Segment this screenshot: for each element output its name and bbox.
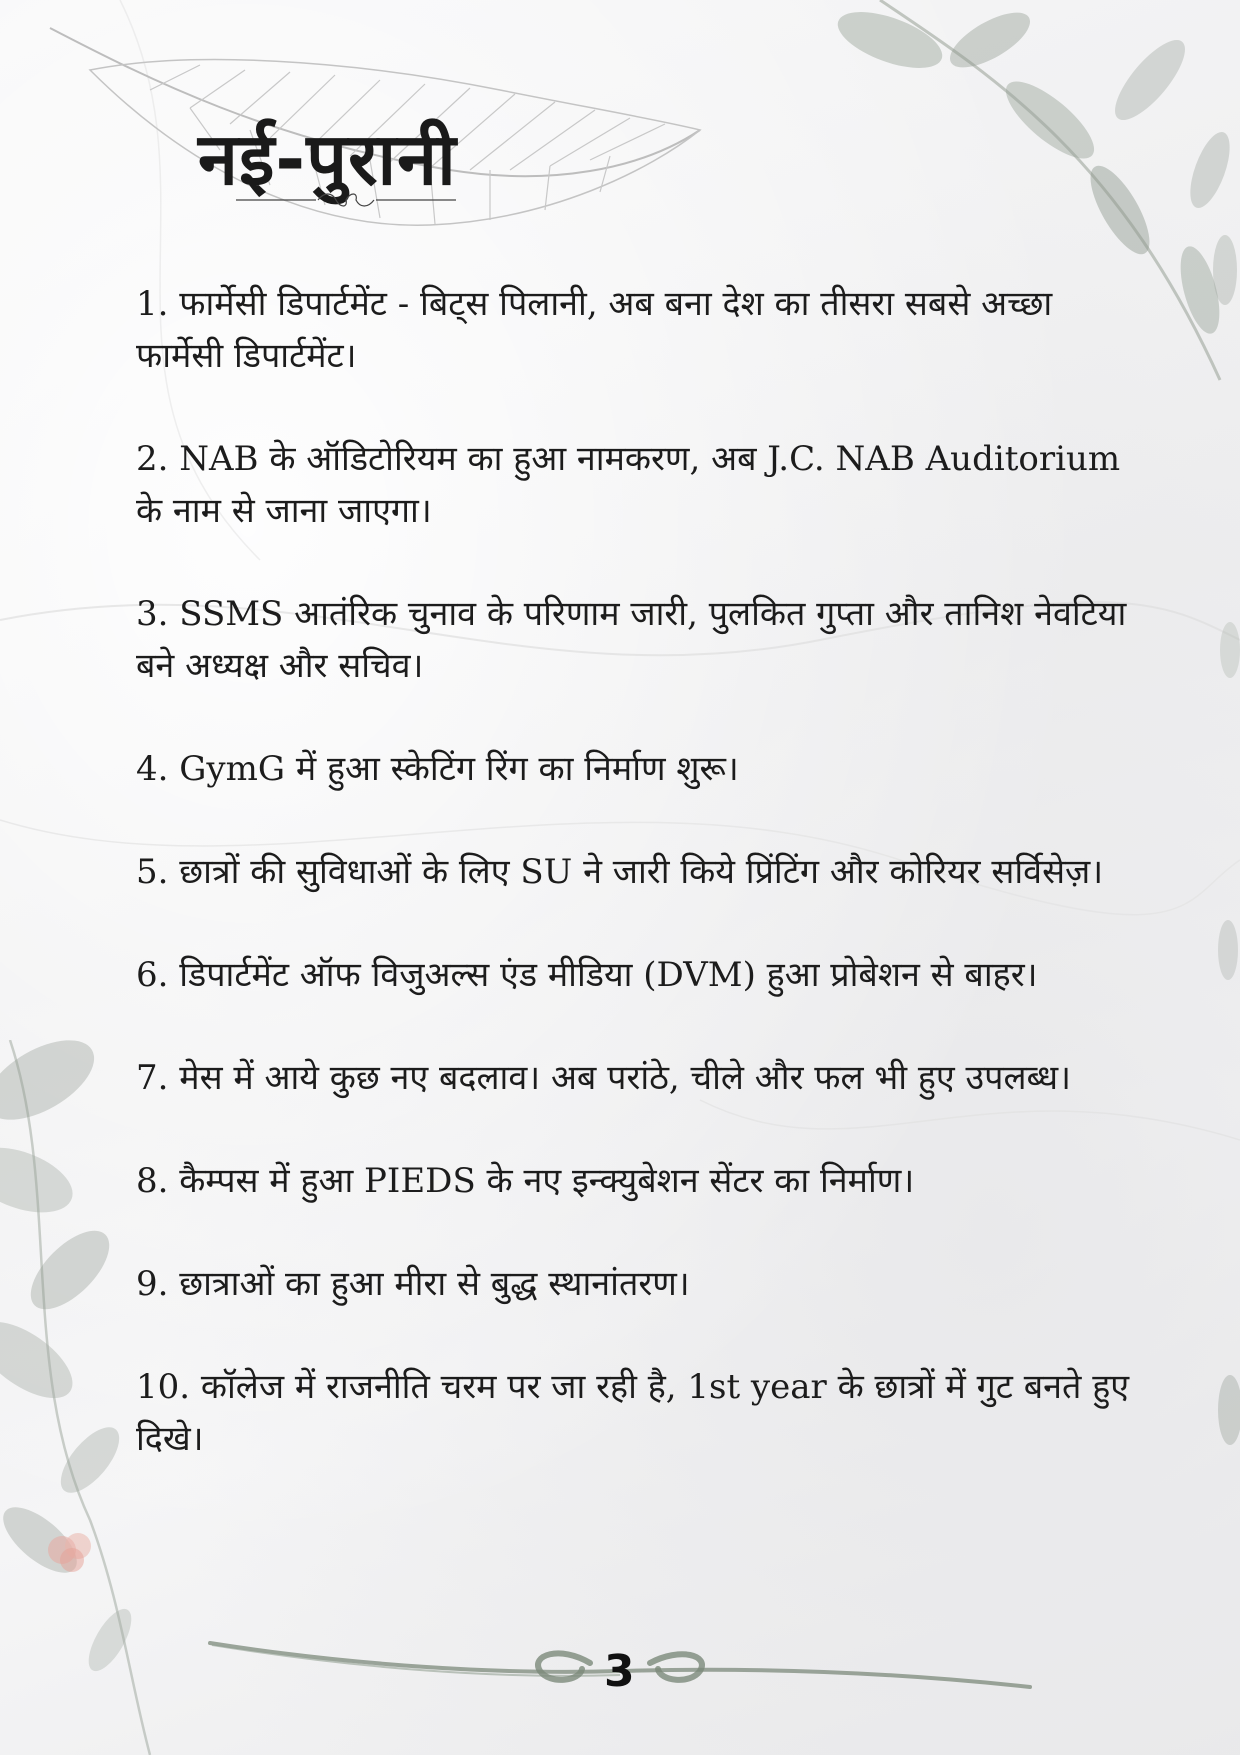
- list-item: 7. मेस में आये कुछ नए बदलाव। अब परांठे, चीले और फल भी हुए उपलब्ध।: [136, 1058, 1072, 1098]
- swirl-divider-icon: [236, 190, 456, 210]
- list-item: 10. कॉलेज में राजनीति चरम पर जा रही है, 1st year के छात्रों में गुट बनते हुए दिखे।: [136, 1367, 1130, 1459]
- flower-icon: [40, 1520, 100, 1580]
- news-list: [136, 278, 1146, 1516]
- page-number: 3: [604, 1646, 635, 1697]
- list-item: 6. डिपार्टमेंट ऑफ विजुअल्स एंड मीडिया (DVM) हुआ प्रोबेशन से बाहर।: [136, 955, 1038, 995]
- list-item: 8. कैम्पस में हुआ PIEDS के नए इन्क्युबेशन सेंटर का निर्माण।: [136, 1161, 915, 1201]
- list-item: 2. NAB के ऑडिटोरियम का हुआ नामकरण, अब J.C. NAB Auditorium के नाम से जाना जाएगा।: [136, 439, 1121, 531]
- list-item: 1. फार्मेसी डिपार्टमेंट - बिट्स पिलानी, अब बना देश का तीसरा सबसे अच्छा फार्मेसी डिपार्टमेंट।: [136, 284, 1053, 376]
- page-title: नई-पुरानी: [198, 117, 457, 201]
- leaf-branch-icon: [1190, 230, 1240, 1530]
- list-item: 5. छात्रों की सुविधाओं के लिए SU ने जारी किये प्रिंटिंग और कोरियर सर्विसेज़।: [136, 852, 1104, 892]
- list-item: 4. GymG में हुआ स्केटिंग रिंग का निर्माण शुरू।: [136, 749, 739, 789]
- list-item: 3. SSMS आतंरिक चुनाव के परिणाम जारी, पुलकित गुप्ता और तानिश नेवटिया बने अध्यक्ष और सचिव।: [136, 594, 1127, 686]
- list-item: 9. छात्राओं का हुआ मीरा से बुद्ध स्थानांतरण।: [136, 1264, 690, 1304]
